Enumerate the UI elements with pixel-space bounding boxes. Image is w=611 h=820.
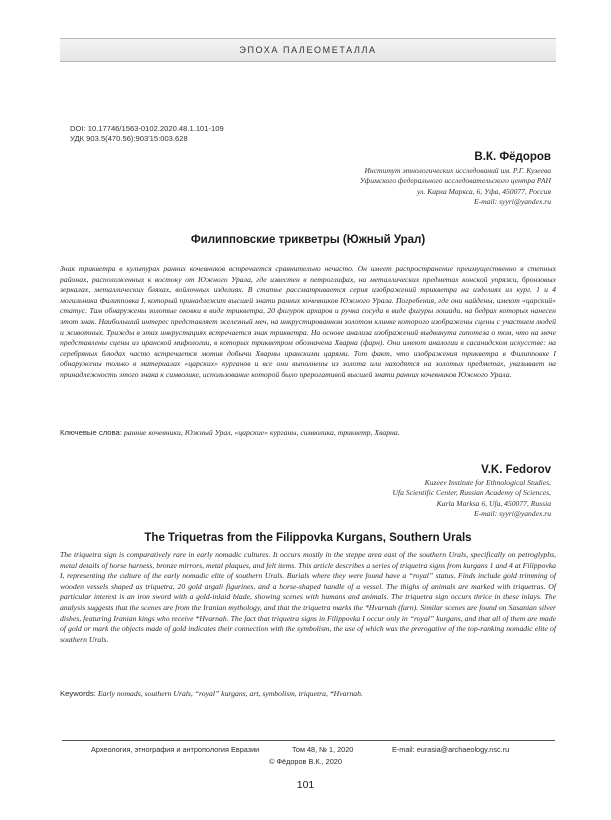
doi: DOI: 10.17746/1563-0102.2020.48.1.101-109 [70,124,224,133]
keywords-list: ранние кочевники, Южный Урал, «царские» курганы, символика, трикветр, Хварна. [123,428,400,437]
copyright: © Фёдоров В.К., 2020 [269,757,342,766]
keywords-label: Keywords: [60,689,96,698]
keywords-en [60,689,556,699]
keywords-label: Ключевые слова: [60,428,122,437]
udk: УДК 903.5(470.56):903'15:003.628 [70,134,188,143]
affiliation-line: Уфимского федерального исследовательского центра РАН [359,176,551,186]
journal-volume: Том 48, № 1, 2020 [292,745,354,754]
keywords-list: Early nomads, southern Urals, “royal” kurgans, art, symbolism, triquetra, *Hvarnah. [97,689,363,698]
abstract-en: The triquetra sign is comparatively rare in early nomadic cultures. It occurs mostly in the steppe area east of the southern Urals, specifically on petroglyphs, metal details of horse harness, bronze mirrors, metal plaques, and felt items. This article describes a series of triquetra signs from kurgans 1 and 4 at Filippovka I, representing the culture of the early nomadic elite of southern Urals. Burials where they were found have a “royal” status. Finds include gold trimming of wooden vessels shaped as triquetra, 20 gold argali figurines, and a horse-shaped handle of a vessel. The thighs of animals are marked with triquetras. Of particular interest is an iron sword with a gold-inlaid blade, showing scenes with humans and animals. The triquetra sign occurs thrice in these inlays. The analysis suggests that the scenes are from the Iranian mythology, and that the triquetra marks the *Hvarnah (farn). Similar scenes are found on Sasanian silver dishes, featuring Iranian kings who receive *Hvarnah. The fact that triquetra signs in Filippovka I occur only in “royal” kurgans, and that all of them are made of gold or mark the objects made of gold indicates their connection with the symbolism, the use of which was the prerogative of the top-ranking nomadic elite of southern Urals. [60,550,556,644]
page-number: 101 [296,779,315,791]
affiliation-line: Karla Marksa 6, Ufa, 450077, Russia [436,498,551,508]
title-ru: Филипповские трикветры (Южный Урал) [190,234,426,246]
journal-email: E-mail: eurasia@archaeology.nsc.ru [392,745,510,754]
section-header-band [60,38,556,62]
keywords-ru [60,428,556,438]
affiliation-line: Ufa Scientific Center, Russian Academy of Sciences, [392,488,551,498]
footer-divider [62,740,555,741]
affiliation-ru [360,166,551,207]
title-en: The Triquetras from the Filippovka Kurgans, Southern Urals [144,532,472,544]
journal-name: Археология, этнография и антропология Евразии [91,745,260,754]
affiliation-line: Институт этнологических исследований им. Р.Г. Кузеева [364,166,551,175]
author-ru: В.К. Фёдоров [474,151,551,163]
affiliation-line: Kuzeev Institute for Ethnological Studies, [424,478,551,487]
doi-block [70,124,224,144]
author-en: V.K. Fedorov [481,464,551,476]
affiliation-en [393,478,551,519]
email-en: E-mail: syyri@yandex.ru [474,508,551,518]
abstract-ru: Знак трикветра в культурах ранних кочевников встречается сравнительно нечасто. Он имеет распространение преимущественно в степных районах, расположенных к востоку от Южного Урала, где известен в петроглифах, на металлических предметах конской упряжи, бронзовых зеркалах, металлических бляхах, войлочных изделиях. В статье рассматривается серия изображений трикветра на изделиях из кург. 1 и 4 могильника Филипповка I, который принадлежит высшей знати ранних кочевников Южного Урала. Погребения, где они найдены, имеют «царский» статус. Там обнаружены золотые оковки в виде трикветра, 20 фигурок архаров и ручка сосуда в виде фигуры лошади, на бедрах которых нанесен этот знак. Наибольший интерес представляет железный меч, на инкрустированном золотом клинке которого изображены сцены с участием людей и животных. Трижды в этих инкрустациях встречается знак трикветра. На основе анализа изображений выдвинута гипотеза о том, что на мече представлены сцены из иранской мифологии, в которых трикветром обозначена Хварна (фарн). Они имеют аналогии в сасанидском искусстве: на серебряных блюдах часто встречается мотив добычи Хварны иранскими царями. Тот факт, что изображения трикветра в Филипповке I обнаружены только в материалах «царских» курганов и все они выполнены из золота или находятся на золотых предметах, указывает на принадлежность этого знака к символике, использование которой было прерогативой высшей знати ранних кочевников Южного Урала. [60,264,556,379]
affiliation-line: ул. Карла Маркса, 6, Уфа, 450077, Россия [416,186,551,196]
section-title: ЭПОХА ПАЛЕОМЕТАЛЛА [239,45,377,55]
email-ru: E-mail: syyri@yandex.ru [474,196,551,206]
